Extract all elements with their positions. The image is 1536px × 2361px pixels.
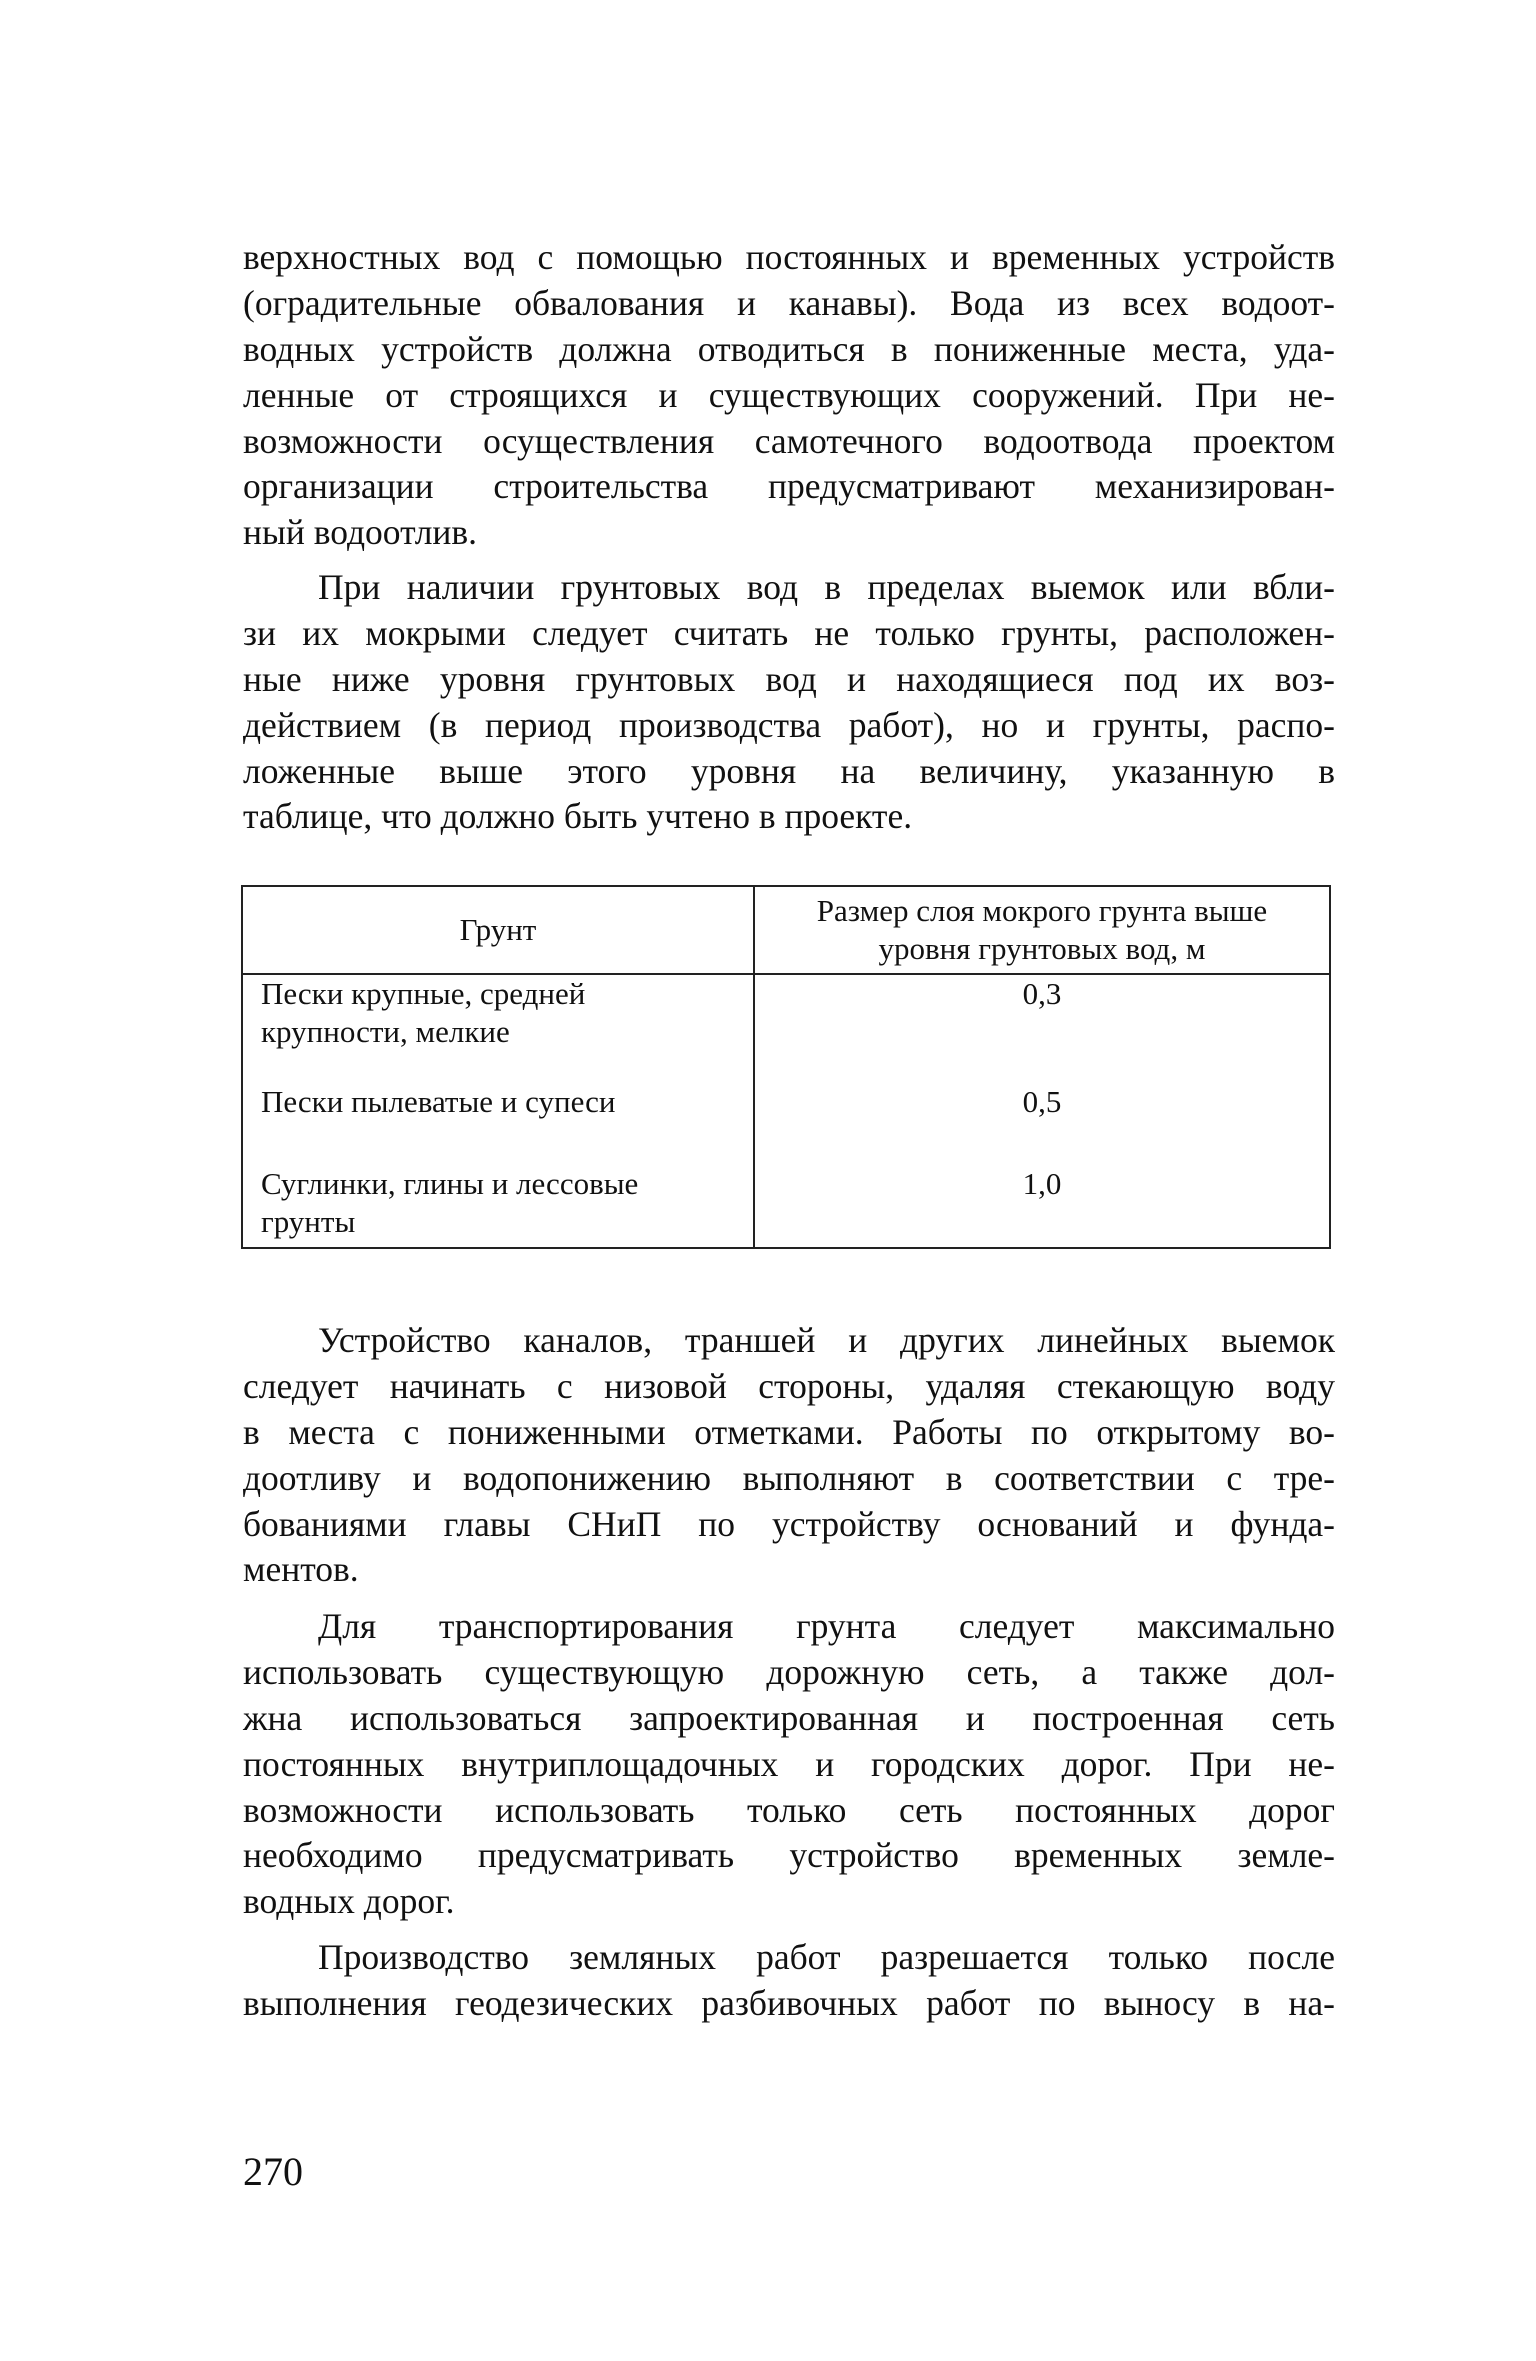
text-line: При наличии грунтовых вод в пределах выемок или вбли- — [318, 567, 1335, 607]
text-line: таблице, что должно быть учтено в проекте. — [243, 796, 913, 837]
paragraph-3 — [243, 1318, 1335, 1593]
table-header-wet-layer-line2: уровня грунтовых вод, м — [878, 931, 1206, 966]
text-line: верхностных вод с помощью постоянных и временных устройств — [243, 237, 1335, 277]
text-line: организации строительства предусматривают механизирован- — [243, 466, 1335, 507]
text-line: жна использоваться запроектированная и построенная сеть — [243, 1697, 1335, 1738]
table-cell-value: 0,3 — [754, 974, 1330, 1083]
page-number: 270 — [243, 2149, 303, 2194]
text-line: возможности осуществления самотечного водоотвода проектом — [243, 420, 1335, 461]
text-line: бованиями главы СНиП по устройству оснований и фунда- — [243, 1503, 1335, 1544]
text-line: Устройство каналов, траншей и других линейных выемок — [318, 1320, 1335, 1360]
text-line: Производство земляных работ разрешается только после — [318, 1937, 1335, 1977]
text-line: (оградительные обвалования и канавы). Вода из всех водоот- — [243, 282, 1335, 323]
table-header-row — [242, 886, 1330, 974]
text-line: ментов. — [243, 1549, 359, 1590]
table-cell-soil — [242, 1165, 754, 1248]
text-line: выполнения геодезических разбивочных работ по выносу в на- — [243, 1982, 1335, 2023]
cell-text: грунты — [261, 1204, 356, 1239]
cell-text: Пески крупные, средней — [261, 976, 586, 1011]
table-header-wet-layer-line1: Размер слоя мокрого грунта выше — [816, 893, 1268, 928]
table-cell-soil — [242, 974, 754, 1083]
text-line: постоянных внутриплощадочных и городских дорог. При не- — [243, 1743, 1335, 1784]
text-line: в места с пониженными отметками. Работы по открытому во- — [243, 1411, 1335, 1452]
text-line: Для транспортирования грунта следует максимально — [318, 1606, 1335, 1646]
table-cell-soil — [242, 1083, 754, 1165]
text-line: ный водоотлив. — [243, 512, 478, 553]
text-line: следует начинать с низовой стороны, удаляя стекающую воду — [243, 1365, 1335, 1406]
text-line: ленные от строящихся и существующих сооружений. При не- — [243, 374, 1335, 415]
text-line: зи их мокрыми следует считать не только грунты, расположен- — [243, 612, 1335, 653]
text-line: необходимо предусматривать устройство временных земле- — [243, 1835, 1335, 1876]
text-line: водных дорог. — [243, 1881, 455, 1922]
text-line: возможности использовать только сеть постоянных дорог — [243, 1789, 1335, 1830]
table-cell-value: 1,0 — [754, 1165, 1330, 1248]
text-line: доотливу и водопонижению выполняют в соответствии с тре- — [243, 1457, 1335, 1498]
table-header-soil: Грунт — [242, 886, 754, 974]
cell-text: крупности, мелкие — [261, 1014, 510, 1049]
cell-text: Суглинки, глины и лессовые — [261, 1166, 639, 1201]
table-header-wet-layer — [754, 886, 1330, 974]
text-line: ные ниже уровня грунтовых вод и находящиеся под их воз- — [243, 658, 1335, 699]
text-line: действием (в период производства работ), но и грунты, распо- — [243, 704, 1335, 745]
paragraph-2 — [243, 565, 1335, 840]
paragraph-4 — [243, 1604, 1335, 1925]
text-line: использовать существующую дорожную сеть, а также дол- — [243, 1651, 1335, 1692]
paragraph-1 — [243, 235, 1335, 556]
table-row — [242, 1083, 1330, 1165]
text-line: водных устройств должна отводиться в пониженные места, уда- — [243, 328, 1335, 369]
table-row — [242, 1165, 1330, 1248]
text-line: ложенные выше этого уровня на величину, указанную в — [243, 750, 1335, 791]
table-row — [242, 974, 1330, 1083]
table-cell-value: 0,5 — [754, 1083, 1330, 1165]
cell-text: Пески пылеватые и супеси — [261, 1084, 616, 1119]
paragraph-5 — [243, 1935, 1335, 2027]
soil-table — [241, 885, 1331, 1249]
